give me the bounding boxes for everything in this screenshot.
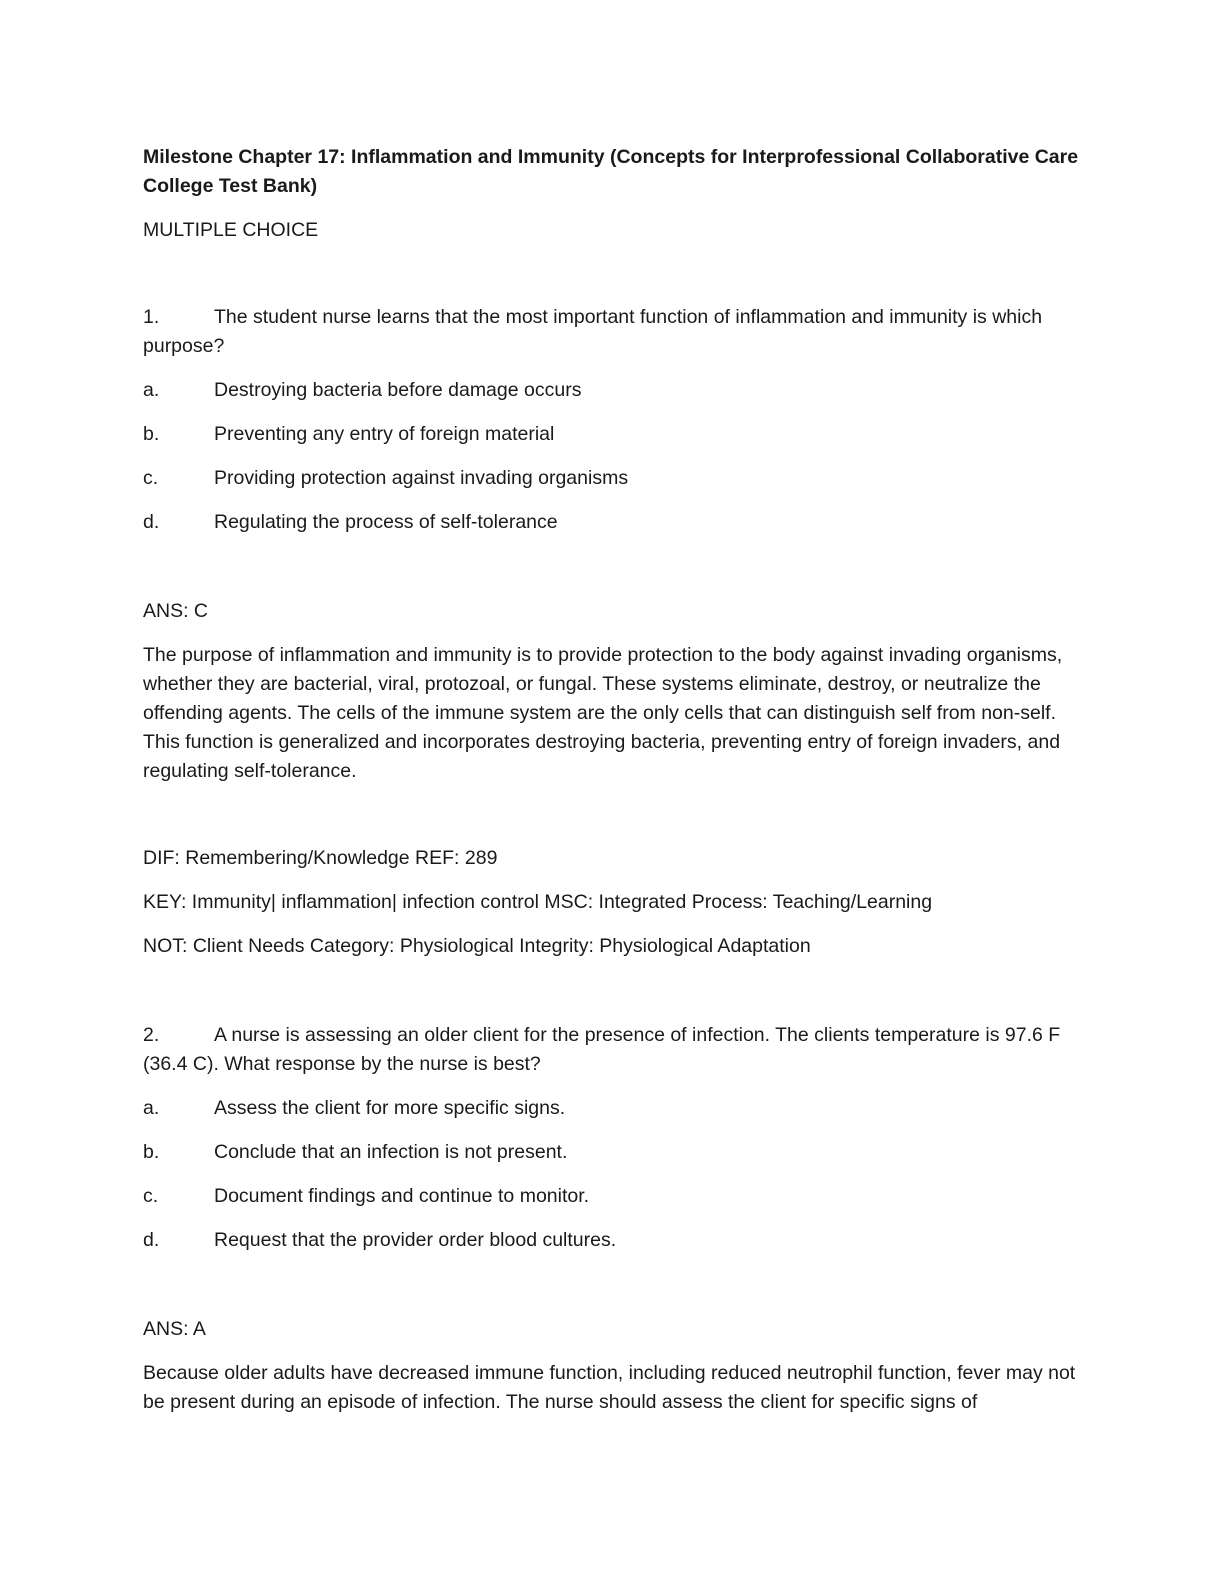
- option-letter: b.: [143, 1141, 160, 1163]
- option-letter: b.: [143, 423, 160, 445]
- section-heading: MULTIPLE CHOICE: [143, 219, 319, 241]
- answer-option: [143, 1226, 1083, 1255]
- document-page: [143, 143, 1083, 1417]
- option-text: Preventing any entry of foreign material: [214, 423, 555, 445]
- question-number: 2.: [143, 1024, 160, 1046]
- answer-option: [143, 1182, 1083, 1211]
- option-letter: a.: [143, 1097, 160, 1119]
- option-text: Document findings and continue to monitor.: [214, 1185, 590, 1207]
- option-text: Destroying bacteria before damage occurs: [214, 379, 582, 401]
- option-text: Request that the provider order blood cultures.: [214, 1229, 617, 1251]
- option-text: Regulating the process of self-tolerance: [214, 511, 558, 533]
- question-stem: [143, 1021, 1083, 1079]
- keywords-msc: KEY: Immunity| inflammation| infection control MSC: Integrated Process: Teaching/Learning: [143, 891, 933, 913]
- option-letter: c.: [143, 467, 159, 489]
- rationale: Because older adults have decreased immune function, including reduced neutrophil function, fever may not be present during an episode of infection. The nurse should assess the client for specific signs of: [143, 1362, 1076, 1413]
- answer-option: [143, 1138, 1083, 1167]
- question-stem: [143, 303, 1083, 361]
- document-title: Milestone Chapter 17: Inflammation and Immunity (Concepts for Interprofessional Collaborative Care College Test Bank): [143, 146, 1079, 197]
- option-letter: c.: [143, 1185, 159, 1207]
- question-text: A nurse is assessing an older client for the presence of infection. The clients temperature is 97.6 F (36.4 C). What response by the nurse is best?: [143, 1024, 1061, 1075]
- client-needs: NOT: Client Needs Category: Physiological Integrity: Physiological Adaptation: [143, 935, 811, 957]
- answer-key: ANS: A: [143, 1318, 206, 1340]
- option-text: Assess the client for more specific signs.: [214, 1097, 566, 1119]
- answer-option: [143, 508, 1083, 537]
- question-2: [143, 1021, 1083, 1417]
- option-letter: d.: [143, 511, 160, 533]
- question-text: The student nurse learns that the most important function of inflammation and immunity is which purpose?: [143, 306, 1043, 357]
- answer-option: [143, 376, 1083, 405]
- question-number: 1.: [143, 306, 160, 328]
- rationale: The purpose of inflammation and immunity is to provide protection to the body against invading organisms, whether they are bacterial, viral, protozoal, or fungal. These systems eliminate, destroy, or neutralize the offending agents. The cells of the immune system are the only cells that can distinguish self from non-self. This function is generalized and incorporates destroying bacteria, preventing entry of foreign invaders, and regulating self-tolerance.: [143, 644, 1063, 782]
- answer-option: [143, 420, 1083, 449]
- option-letter: a.: [143, 379, 160, 401]
- option-letter: d.: [143, 1229, 160, 1251]
- answer-option: [143, 1094, 1083, 1123]
- difficulty-ref: DIF: Remembering/Knowledge REF: 289: [143, 847, 498, 869]
- question-1: [143, 303, 1083, 961]
- option-text: Providing protection against invading organisms: [214, 467, 629, 489]
- option-text: Conclude that an infection is not present.: [214, 1141, 568, 1163]
- answer-key: ANS: C: [143, 600, 209, 622]
- answer-option: [143, 464, 1083, 493]
